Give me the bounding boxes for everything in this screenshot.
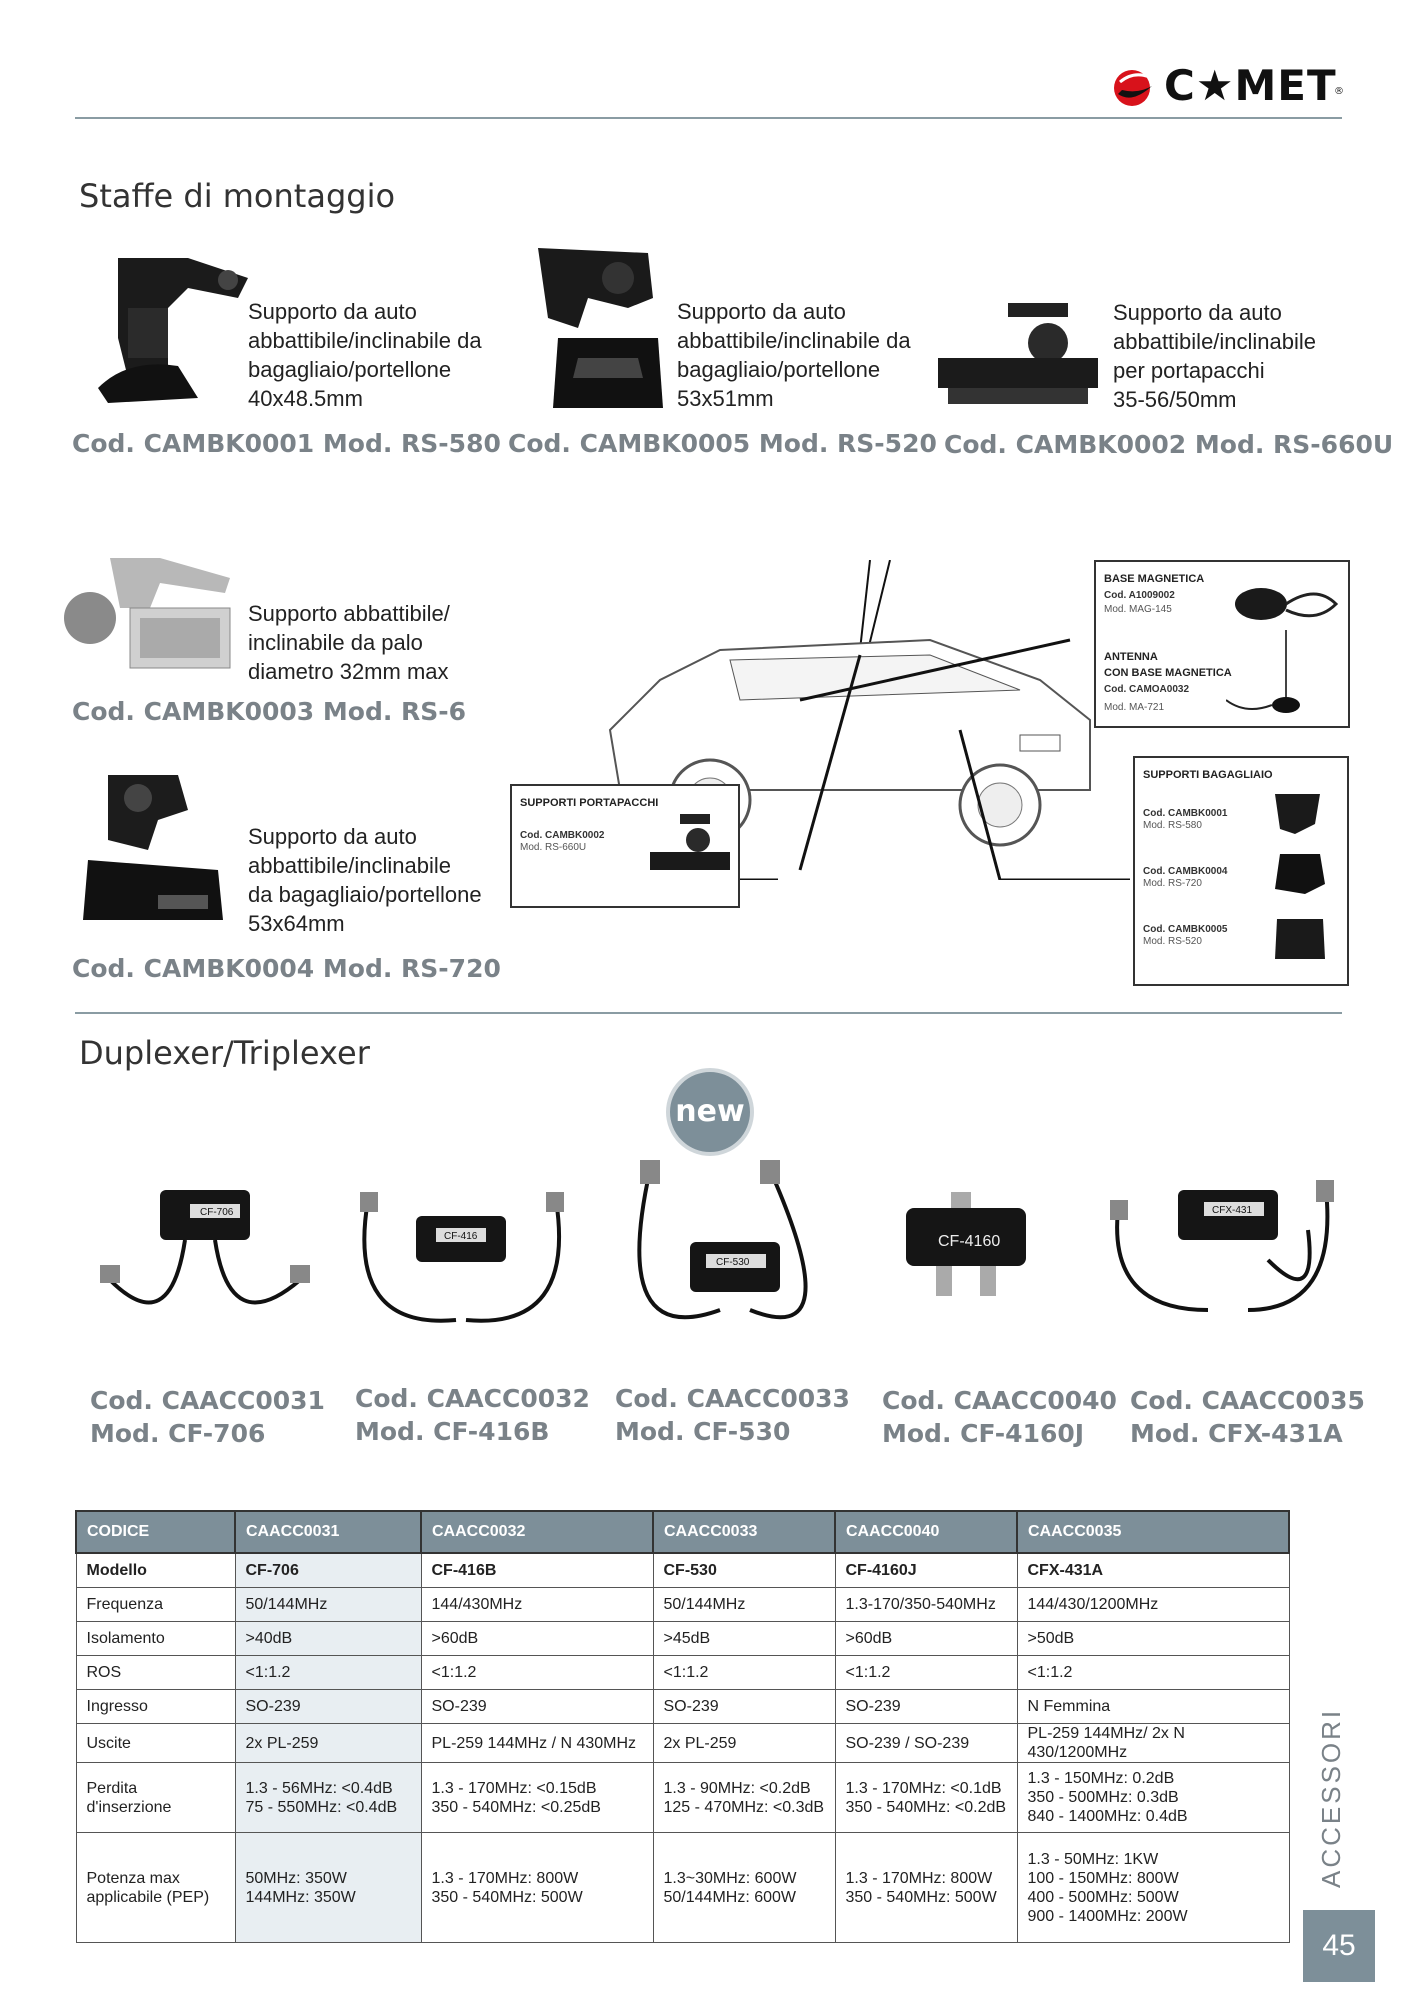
cell-line: >60dB — [845, 1630, 893, 1647]
cell-line: 2x PL-259 — [245, 1734, 319, 1752]
table-cell — [421, 1622, 653, 1656]
table-cell — [235, 1656, 421, 1690]
cell-line: 1.3~30MHz: 600W — [663, 1869, 797, 1887]
cell-line: PL-259 144MHz / N 430MHz — [431, 1734, 637, 1752]
mount-rs580-code: Cod. CAMBK0001 Mod. RS-580 — [72, 429, 501, 458]
cell-line: 1.3 - 90MHz: <0.2dB — [663, 1779, 811, 1797]
cell-line: <1:1.2 — [663, 1664, 709, 1681]
duplexer-cf706-image — [90, 1170, 310, 1350]
mount-rs720-code: Cod. CAMBK0004 Mod. RS-720 — [72, 954, 501, 983]
cell-line: CF-4160J — [845, 1562, 917, 1579]
cell-line: 1.3 - 56MHz: <0.4dB — [245, 1779, 393, 1797]
table-cell — [835, 1588, 1017, 1622]
cell-line: 350 - 540MHz: <0.25dB — [431, 1798, 601, 1816]
box-roof-rack: SUPPORTI PORTAPACCHI Cod. CAMBK0002 Mod. RS-660U — [510, 784, 740, 908]
cell-line: 50/144MHz — [245, 1596, 328, 1613]
table-row — [76, 1833, 1289, 1943]
cell-line: >60dB — [431, 1630, 479, 1647]
table-cell — [421, 1763, 653, 1833]
cell-line: SO-239 — [245, 1698, 301, 1715]
cell-line: CFX-431A — [1027, 1562, 1104, 1579]
spec-table-header: CODICE CAACC0031 CAACC0032 CAACC0033 CAACC0040 CAACC0035 — [76, 1511, 1289, 1553]
table-row — [76, 1690, 1289, 1724]
table-row — [76, 1724, 1289, 1763]
table-cell — [653, 1833, 835, 1943]
comet-logo-icon — [1112, 64, 1158, 110]
table-cell — [835, 1724, 1017, 1763]
cell-line: 900 - 1400MHz: 200W — [1027, 1907, 1188, 1925]
cell-line: 1.3 - 170MHz: <0.15dB — [431, 1779, 597, 1797]
table-cell — [1017, 1656, 1289, 1690]
cell-line: 75 - 550MHz: <0.4dB — [245, 1798, 398, 1816]
duplexer-cf4160j-label: CF-4160 — [938, 1233, 1001, 1250]
table-cell — [653, 1763, 835, 1833]
table-cell — [235, 1833, 421, 1943]
table-cell — [653, 1553, 835, 1588]
cell-line: 1.3 - 170MHz: <0.1dB — [845, 1779, 1002, 1797]
cell-line: 50MHz: 350W — [245, 1869, 347, 1887]
table-cell — [235, 1588, 421, 1622]
duplexer-cf706-label: CF-706 — [200, 1207, 234, 1218]
cell-line: 1.3 - 50MHz: 1KW — [1027, 1850, 1159, 1868]
table-row — [76, 1588, 1289, 1622]
cell-line: 1.3 - 170MHz: 800W — [431, 1869, 579, 1887]
mount-rs520-desc: Supporto da auto abbattibile/inclinabile da bagagliaio/portellone 53x51mm — [677, 299, 911, 411]
cell-line: 350 - 540MHz: <0.2dB — [845, 1798, 1007, 1816]
table-cell — [653, 1690, 835, 1724]
duplexer-cf416b-image — [356, 1180, 576, 1360]
cell-line: 100 - 150MHz: 800W — [1027, 1869, 1179, 1887]
mount-rs660u-image — [938, 298, 1098, 418]
table-cell — [421, 1724, 653, 1763]
cell-line: 350 - 540MHz: 500W — [431, 1888, 583, 1906]
row-label: Frequenza — [76, 1588, 235, 1622]
mount-rs660u-code: Cod. CAMBK0002 Mod. RS-660U — [944, 430, 1394, 459]
mount-rs6-code: Cod. CAMBK0003 Mod. RS-6 — [72, 697, 467, 726]
duplexer-cf530-code: Cod. CAACC0033 Mod. CF-530 — [615, 1384, 850, 1446]
cell-line: 840 - 1400MHz: 0.4dB — [1027, 1808, 1188, 1825]
section-title-duplexer: Duplexer/Triplexer — [79, 1034, 370, 1072]
cell-line: >40dB — [245, 1630, 293, 1647]
box-trunk-mounts: SUPPORTI BAGAGLIAIO Cod. CAMBK0001 Mod. RS-580 Cod. CAMBK0004 Mod. RS-720 Cod. CAMBK0005 Mod. RS-520 — [1133, 756, 1349, 986]
table-cell — [421, 1588, 653, 1622]
cell-line: CF-416B — [431, 1562, 497, 1579]
cell-line: >50dB — [1027, 1630, 1075, 1647]
duplexer-cf4160j-code: Cod. CAACC0040 Mod. CF-4160J — [882, 1386, 1117, 1448]
cell-line: N Femmina — [1027, 1698, 1111, 1715]
comet-logo — [1112, 60, 1342, 112]
cell-line: SO-239 — [663, 1698, 719, 1715]
diagram-connectors — [700, 560, 1160, 880]
cell-line: <1:1.2 — [845, 1664, 891, 1681]
cell-line: PL-259 144MHz/ 2x N 430/1200MHz — [1027, 1725, 1185, 1761]
trunk-mounts-image — [1265, 784, 1335, 980]
table-cell — [421, 1690, 653, 1724]
table-cell — [421, 1656, 653, 1690]
cell-line: 2x PL-259 — [663, 1734, 737, 1752]
duplexer-cf416b-code: Cod. CAACC0032 Mod. CF-416B — [355, 1384, 590, 1446]
table-cell — [1017, 1588, 1289, 1622]
table-cell — [835, 1656, 1017, 1690]
duplexer-cf530-image — [620, 1150, 840, 1360]
table-cell — [1017, 1622, 1289, 1656]
cell-line: 50/144MHz — [663, 1596, 746, 1613]
cell-line: 1.3 - 170MHz: 800W — [845, 1869, 993, 1887]
table-row — [76, 1763, 1289, 1833]
cell-line: 400 - 500MHz: 500W — [1027, 1888, 1179, 1906]
cell-line: 350 - 540MHz: 500W — [845, 1888, 997, 1906]
table-cell — [835, 1833, 1017, 1943]
duplexer-cf706-code: Cod. CAACC0031 Mod. CF-706 — [90, 1386, 325, 1448]
duplexer-cf416b-label: CF-416 — [444, 1231, 478, 1242]
cell-line: <1:1.2 — [245, 1664, 291, 1681]
row-label: ROS — [76, 1656, 235, 1690]
new-badge: new — [666, 1068, 754, 1156]
duplexer-cf530-label: CF-530 — [716, 1257, 750, 1268]
mount-rs720-desc: Supporto da auto abbattibile/inclinabile da bagagliaio/portellone 53x64mm — [248, 824, 482, 936]
cell-line: 1.3-170/350-540MHz — [845, 1596, 996, 1613]
cell-line: 350 - 500MHz: 0.3dB — [1027, 1789, 1179, 1806]
table-cell — [235, 1763, 421, 1833]
mount-rs6-image — [60, 548, 240, 688]
mount-rs520-image — [528, 238, 668, 418]
cell-line: 50/144MHz: 600W — [663, 1888, 797, 1906]
cell-line: 144MHz: 350W — [245, 1888, 356, 1906]
cell-line: >45dB — [663, 1630, 711, 1647]
table-row — [76, 1553, 1289, 1588]
row-label: Isolamento — [76, 1622, 235, 1656]
cell-line: 144/430/1200MHz — [1027, 1596, 1159, 1613]
mount-rs6-desc: Supporto abbattibile/ inclinabile da palo diametro 32mm max — [248, 601, 450, 684]
cell-line: <1:1.2 — [431, 1664, 477, 1681]
table-cell — [1017, 1690, 1289, 1724]
table-cell — [835, 1763, 1017, 1833]
table-cell — [653, 1588, 835, 1622]
cell-line: CF-706 — [245, 1562, 299, 1579]
table-cell — [421, 1553, 653, 1588]
table-row — [76, 1622, 1289, 1656]
table-cell — [1017, 1724, 1289, 1763]
cell-line: 125 - 470MHz: <0.3dB — [663, 1798, 825, 1816]
mount-rs580-image — [88, 248, 248, 408]
header-divider — [75, 117, 1342, 119]
magnetic-base-image — [1226, 574, 1344, 634]
magnetic-antenna-image — [1226, 630, 1336, 720]
duplexer-cf4160j-image — [896, 1190, 1036, 1310]
cell-line: <1:1.2 — [1027, 1664, 1073, 1681]
box-magnetic-base: BASE MAGNETICA Cod. A1009002 Mod. MAG-145 ANTENNA CON BASE MAGNETICA Cod. CAMOA0032 Mod. MA-721 — [1094, 560, 1350, 728]
table-cell — [235, 1724, 421, 1763]
table-cell — [653, 1656, 835, 1690]
section-divider — [75, 1012, 1342, 1014]
row-label: Potenza max applicabile (PEP) — [76, 1833, 235, 1943]
table-cell — [835, 1553, 1017, 1588]
mount-rs720-image — [78, 770, 228, 930]
table-cell — [653, 1622, 835, 1656]
page-number: 45 — [1303, 1910, 1375, 1982]
table-cell — [1017, 1833, 1289, 1943]
table-cell — [235, 1622, 421, 1656]
duplexer-cfx431a-image — [1108, 1170, 1338, 1350]
side-label: ACCESSORI — [1316, 1707, 1346, 1888]
duplexer-cfx431a-label: CFX-431 — [1212, 1205, 1253, 1216]
table-cell — [421, 1833, 653, 1943]
mount-rs580-desc: Supporto da auto abbattibile/inclinabile da bagagliaio/portellone 40x48.5mm — [248, 299, 482, 411]
cell-line: SO-239 / SO-239 — [845, 1734, 970, 1752]
brand-name: C★MET — [1164, 61, 1337, 110]
cell-line: CF-530 — [663, 1562, 717, 1579]
mount-rs520-code: Cod. CAMBK0005 Mod. RS-520 — [508, 429, 937, 458]
table-cell — [1017, 1763, 1289, 1833]
spec-table — [75, 1510, 1290, 1943]
duplexer-cfx431a-code: Cod. CAACC0035 Mod. CFX-431A — [1130, 1386, 1365, 1448]
row-label: Modello — [76, 1553, 235, 1588]
row-label: Uscite — [76, 1724, 235, 1763]
mount-rs660u-desc: Supporto da auto abbattibile/inclinabile per portapacchi 35-56/50mm — [1113, 300, 1317, 412]
table-cell — [653, 1724, 835, 1763]
table-cell — [235, 1553, 421, 1588]
brand-registered: ® — [1334, 86, 1344, 97]
row-label: Ingresso — [76, 1690, 235, 1724]
table-cell — [835, 1622, 1017, 1656]
table-row — [76, 1656, 1289, 1690]
row-label: Perdita d'inserzione — [76, 1763, 235, 1833]
table-cell — [235, 1690, 421, 1724]
table-cell — [1017, 1553, 1289, 1588]
section-title-mounts: Staffe di montaggio — [79, 177, 396, 215]
cell-line: SO-239 — [845, 1698, 901, 1715]
cell-line: SO-239 — [431, 1698, 487, 1715]
cell-line: 144/430MHz — [431, 1596, 523, 1613]
cell-line: 1.3 - 150MHz: 0.2dB — [1027, 1770, 1175, 1787]
table-cell — [835, 1690, 1017, 1724]
roof-rack-image — [650, 812, 730, 882]
